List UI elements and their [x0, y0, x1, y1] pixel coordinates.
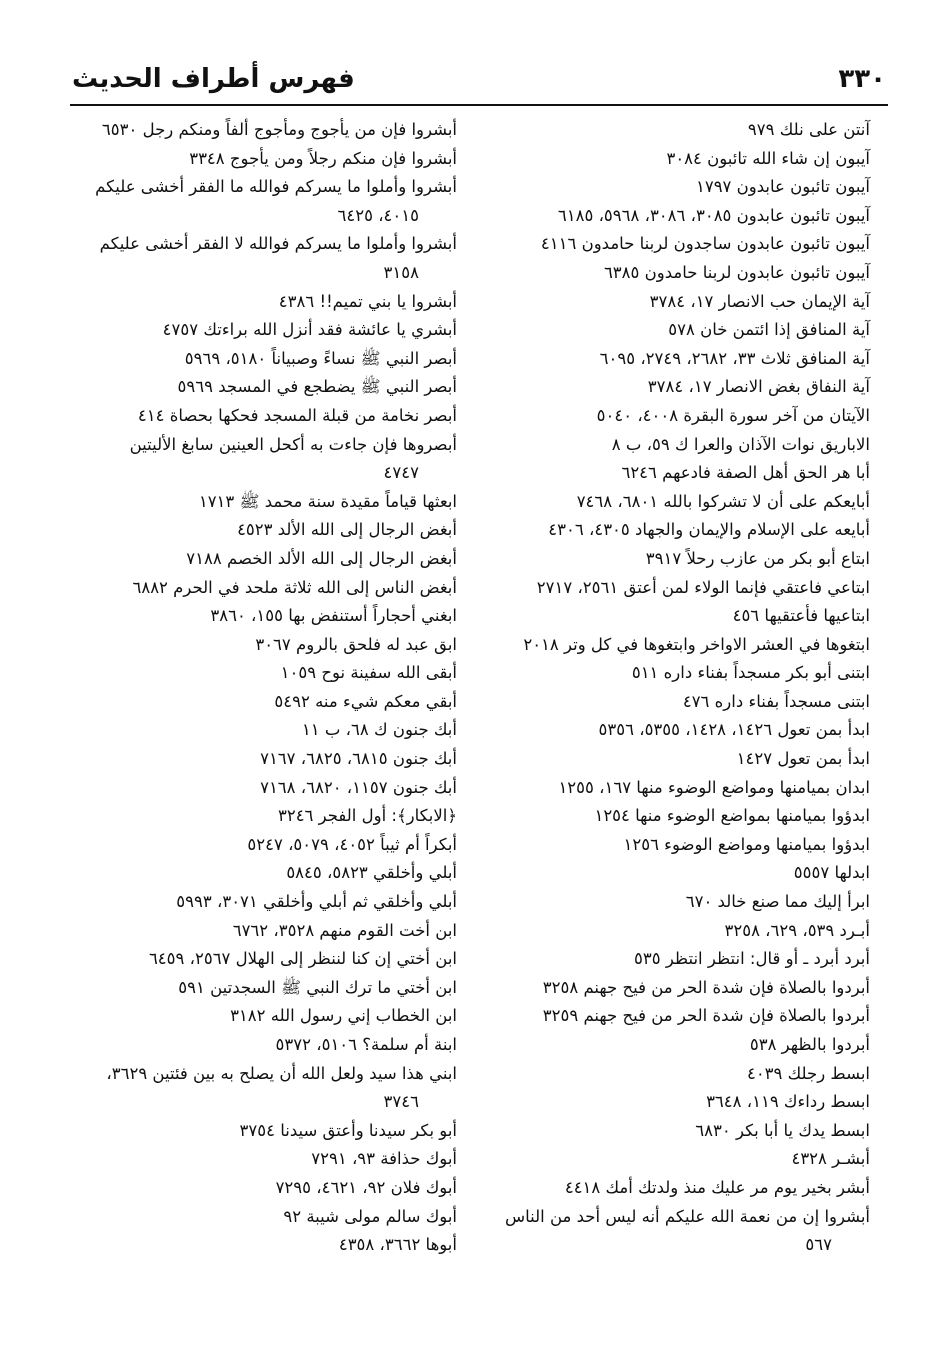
entry-text: أبايعه على الإسلام والإيمان والجهاد ٤٣٠٥، ٤٣٠٦	[548, 520, 870, 540]
entry-text: الآيتان من آخر سورة البقرة ٤٠٠٨، ٥٠٤٠	[596, 405, 870, 425]
entry-text: ابرأ إليك مما صنع خالد ٦٧٠	[685, 892, 870, 912]
index-entry	[77, 802, 457, 831]
entry-text: أبشروا فإن من يأجوج ومأجوج ألفاً ومنكم رجل ٦٥٣٠	[101, 120, 457, 139]
entry-continuation: ٤٧٤٧	[383, 463, 419, 483]
index-entry	[77, 574, 457, 603]
entry-text: أبوها ٣٦٦٢، ٤٣٥٨	[338, 1235, 457, 1255]
index-entry	[475, 831, 870, 860]
entry-text: ابدأ بمن تعول ١٤٢٧	[736, 749, 870, 769]
entry-text: ابن أختي إن كنا لننظر إلى الهلال ٢٥٦٧، ٦٤٥٩	[148, 949, 457, 969]
entry-continuation: ٥٦٧	[805, 1235, 832, 1255]
entry-text: آية المنافق إذا ائتمن خان ٥٧٨	[668, 320, 870, 340]
entry-text: أبشروا وأملوا ما يسركم فوالله ما الفقر أخشى عليكم	[95, 177, 457, 197]
entry-text: ابسط رجلك ٤٠٣٩	[746, 1063, 870, 1083]
index-entry	[77, 716, 457, 745]
index-entry	[475, 459, 870, 488]
index-entry	[475, 774, 870, 803]
index-entry	[475, 1088, 870, 1117]
index-entry	[475, 1203, 870, 1260]
entry-text: أبكراً أم ثيباً ٤٠٥٢، ٥٠٧٩، ٥٢٤٧	[247, 834, 457, 854]
index-entry	[77, 1117, 457, 1146]
index-entry	[77, 602, 457, 631]
entry-text: ابدان بميامنها ومواضع الوضوء منها ١٦٧، ١٢٥٥	[558, 777, 870, 797]
entry-text: ابسط رداءك ١١٩، ٣٦٤٨	[706, 1092, 870, 1112]
entry-text: ابعثها قياماً مقيدة سنة محمد ﷺ ١٧١٣	[198, 491, 457, 511]
index-entry	[475, 1117, 870, 1146]
entry-text: ابن أختي ما ترك النبي ﷺ السجدتين ٥٩١	[178, 977, 457, 997]
index-entry	[475, 802, 870, 831]
index-entry	[475, 917, 870, 946]
index-entry	[475, 1145, 870, 1174]
entry-text: ابتاعي فاعتقي فإنما الولاء لمن أعتق ٢٥٦١، ٢٧١٧	[536, 577, 870, 597]
index-entry	[77, 1002, 457, 1031]
index-entry	[77, 173, 457, 230]
entry-text: ابسط يدك يا أبا بكر ٦٨٣٠	[695, 1120, 870, 1140]
index-entry	[77, 1031, 457, 1060]
index-entry	[77, 1203, 457, 1232]
index-entry	[475, 402, 870, 431]
entry-text: آيبون تائبون عابدون ساجدون لربنا حامدون ٤١١٦	[540, 234, 870, 254]
entry-text: أبغض الرجال إلى الله الألد الخصم ٧١٨٨	[186, 548, 457, 568]
entry-text: أبا هر الحق أهل الصفة فادعهم ٦٢٤٦	[621, 463, 870, 483]
page-header	[70, 58, 888, 106]
entry-text: أبك جنون ١١٥٧، ٦٨٢٠، ٧١٦٨	[260, 777, 457, 797]
index-column-right	[475, 116, 870, 1260]
index-entry	[475, 516, 870, 545]
entry-text: آنتن على نلك ٩٧٩	[747, 120, 870, 139]
entry-text: ابدؤوا بميامنها بمواضع الوضوء منها ١٢٥٤	[594, 806, 870, 826]
entry-text: أبردوا بالظهر ٥٣٨	[749, 1035, 870, 1054]
index-entry	[475, 431, 870, 460]
entry-continuation: ٤٠١٥، ٦٤٢٥	[337, 205, 419, 225]
index-entry	[77, 859, 457, 888]
entry-text: أبقي معكم شيء منه ٥٤٩٢	[274, 691, 457, 711]
index-entry	[77, 688, 457, 717]
index-entry	[475, 545, 870, 574]
index-entry	[475, 230, 870, 259]
index-entry	[475, 631, 870, 660]
entry-text: ﴿الابكار﴾: أول الفجر ٣٢٤٦	[277, 806, 457, 826]
index-entry	[475, 602, 870, 631]
entry-text: أبصر نخامة من قبلة المسجد فحكها بحصاة ٤١٤	[137, 405, 457, 425]
entry-text: ابق عبد له فلحق بالروم ٣٠٦٧	[255, 634, 457, 654]
entry-text: أبشـر ٤٣٢٨	[791, 1149, 870, 1169]
index-entry	[475, 859, 870, 888]
index-entry	[475, 373, 870, 402]
entry-text: أبصر النبي ﷺ يضطجع في المسجد ٥٩٦٩	[177, 377, 457, 397]
entry-text: أبصر النبي ﷺ نساءً وصبياناً ٥١٨٠، ٥٩٦٩	[184, 348, 457, 368]
index-entry	[475, 888, 870, 917]
entry-text: آية المنافق ثلاث ٣٣، ٢٦٨٢، ٢٧٤٩، ٦٠٩٥	[599, 348, 870, 368]
index-entry	[77, 316, 457, 345]
index-entry	[77, 1060, 457, 1117]
index-entry	[475, 345, 870, 374]
entry-text: أبقى الله سفينة نوح ١٠٥٩	[280, 663, 457, 683]
index-entry	[77, 888, 457, 917]
index-entry	[77, 1174, 457, 1203]
entry-text: ابدأ بمن تعول ١٤٢٦، ١٤٢٨، ٥٣٥٥، ٥٣٥٦	[598, 720, 870, 740]
index-entry	[77, 545, 457, 574]
index-entry	[475, 1060, 870, 1089]
entry-text: أبـرد ٥٣٩، ٦٢٩، ٣٢٥٨	[724, 920, 870, 940]
index-entry	[475, 316, 870, 345]
index-entry	[475, 202, 870, 231]
entry-text: أبلي وأخلقي ٥٨٢٣، ٥٨٤٥	[286, 863, 457, 883]
entry-text: أبردوا بالصلاة فإن شدة الحر من فيح جهنم ٣٢٥٨	[542, 977, 870, 997]
index-entry	[77, 145, 457, 174]
entry-text: أبوك سالم مولى شيبة ٩٢	[283, 1206, 457, 1226]
entry-text: أبك جنون ٦٨١٥، ٦٨٢٥، ٧١٦٧	[260, 749, 457, 769]
entry-text: ابتاع أبو بكر من عازب رحلاً ٣٩١٧	[645, 548, 870, 568]
index-entry	[77, 745, 457, 774]
index-entry	[475, 488, 870, 517]
index-entry	[475, 116, 870, 145]
entry-text: ابتغوها في العشر الاواخر وابتغوها في كل وتر ٢٠١٨	[523, 634, 870, 654]
index-entry	[77, 1231, 457, 1260]
entry-text: أبايعكم على أن لا تشركوا بالله ٦٨٠١، ٧٤٦٨	[576, 491, 870, 511]
entry-text: آيبون إن شاء الله تائبون ٣٠٨٤	[666, 148, 870, 168]
index-entry	[77, 116, 457, 145]
index-entry	[77, 831, 457, 860]
index-entry	[475, 688, 870, 717]
index-entry	[475, 745, 870, 774]
index-entry	[77, 431, 457, 488]
running-title: فهرس أطراف الحديث	[72, 64, 355, 94]
entry-text: أبغض الرجال إلى الله الألد ٤٥٢٣	[237, 520, 457, 540]
index-entry	[77, 230, 457, 287]
entry-text: آيبون تائبون عابدون ١٧٩٧	[695, 177, 870, 197]
entry-text: ابغني أحجاراً أستنفض بها ١٥٥، ٣٨٦٠	[210, 606, 457, 626]
index-entry	[475, 974, 870, 1003]
index-entry	[475, 173, 870, 202]
entry-text: أبلي وأخلقي ثم أبلي وأخلقي ٣٠٧١، ٥٩٩٣	[176, 892, 457, 912]
entry-text: ابني هذا سيد ولعل الله أن يصلح به بين فئتين ٣٦٢٩،	[106, 1063, 457, 1083]
entry-text: ابتنى أبو بكر مسجداً بفناء داره ٥١١	[631, 663, 870, 683]
entry-text: آيبون تائبون عابدون لربنا حامدون ٦٣٨٥	[603, 262, 870, 282]
entry-text: أبشروا يا بني تميم!! ٤٣٨٦	[278, 291, 457, 311]
index-entry	[77, 288, 457, 317]
index-entry	[475, 259, 870, 288]
index-column-left	[77, 116, 457, 1260]
index-entry	[475, 574, 870, 603]
entry-text: أبشروا فإن منكم رجلاً ومن يأجوج ٣٣٤٨	[189, 148, 457, 168]
entry-text: أبشروا إن من نعمة الله عليكم أنه ليس أحد من الناس	[504, 1206, 870, 1226]
entry-text: الاباريق نوات الآذان والعرا ك ٥٩، ب ٨	[611, 434, 870, 454]
index-entry	[77, 774, 457, 803]
index-entry	[77, 402, 457, 431]
entry-text: ابدلها ٥٥٥٧	[793, 863, 870, 883]
index-entry	[475, 145, 870, 174]
index-entry	[475, 945, 870, 974]
index-entry	[475, 1002, 870, 1031]
entry-text: أبغض الناس إلى الله ثلاثة ملحد في الحرم ٦٨٨٢	[132, 577, 457, 597]
entry-continuation: ٣٧٤٦	[383, 1092, 419, 1112]
entry-text: أبوك فلان ٩٢، ٤٦٢١، ٧٢٩٥	[275, 1177, 457, 1197]
entry-text: ابنة أم سلمة؟ ٥١٠٦، ٥٣٧٢	[275, 1035, 457, 1054]
entry-text: أبوك حذافة ٩٣، ٧٢٩١	[311, 1149, 457, 1169]
entry-text: أبردوا بالصلاة فإن شدة الحر من فيح جهنم ٣٢٥٩	[542, 1006, 870, 1026]
entry-text: ابن الخطاب إني رسول الله ٣١٨٢	[230, 1006, 457, 1026]
index-entry	[77, 945, 457, 974]
entry-text: آية الإيمان حب الانصار ١٧، ٣٧٨٤	[649, 291, 870, 311]
index-entry	[475, 288, 870, 317]
entry-text: ابتاعيها فأعتقيها ٤٥٦	[732, 606, 870, 626]
index-entry	[77, 974, 457, 1003]
index-entry	[77, 345, 457, 374]
entry-text: ابدؤوا بميامنها ومواضع الوضوء ١٢٥٦	[623, 834, 870, 854]
index-entry	[77, 659, 457, 688]
index-entry	[77, 373, 457, 402]
index-entry	[77, 1145, 457, 1174]
entry-text: أبرد أبرد ـ أو قال: انتظر انتظر ٥٣٥	[633, 949, 870, 969]
index-entry	[475, 716, 870, 745]
entry-text: أبشري يا عائشة فقد أنزل الله براءتك ٤٧٥٧	[162, 320, 457, 340]
index-entry	[475, 659, 870, 688]
entry-continuation: ٣١٥٨	[383, 262, 419, 282]
index-entry	[77, 631, 457, 660]
entry-text: أبصروها فإن جاءت به أكحل العينين سابغ الأليتين	[129, 434, 457, 454]
entry-text: ابن أخت القوم منهم ٣٥٢٨، ٦٧٦٢	[232, 920, 457, 940]
entry-text: أبو بكر سيدنا وأعتق سيدنا ٣٧٥٤	[239, 1120, 457, 1140]
entry-text: أبشر بخير يوم مر عليك منذ ولدتك أمك ٤٤١٨	[564, 1177, 870, 1197]
page-number: ٣٣٠	[838, 64, 886, 94]
index-entry	[77, 488, 457, 517]
index-entry	[77, 516, 457, 545]
index-entry	[475, 1031, 870, 1060]
index-entry	[475, 1174, 870, 1203]
entry-text: آية النفاق بغض الانصار ١٧، ٣٧٨٤	[647, 377, 870, 397]
entry-text: أبك جنون ك ٦٨، ب ١١	[301, 720, 457, 740]
entry-text: أبشروا وأملوا ما يسركم فوالله لا الفقر أخشى عليكم	[99, 234, 457, 254]
entry-text: ابتنى مسجداً بفناء داره ٤٧٦	[682, 691, 870, 711]
index-entry	[77, 917, 457, 946]
entry-text: آيبون تائبون عابدون ٣٠٨٥، ٣٠٨٦، ٥٩٦٨، ٦١٨٥	[557, 205, 870, 225]
